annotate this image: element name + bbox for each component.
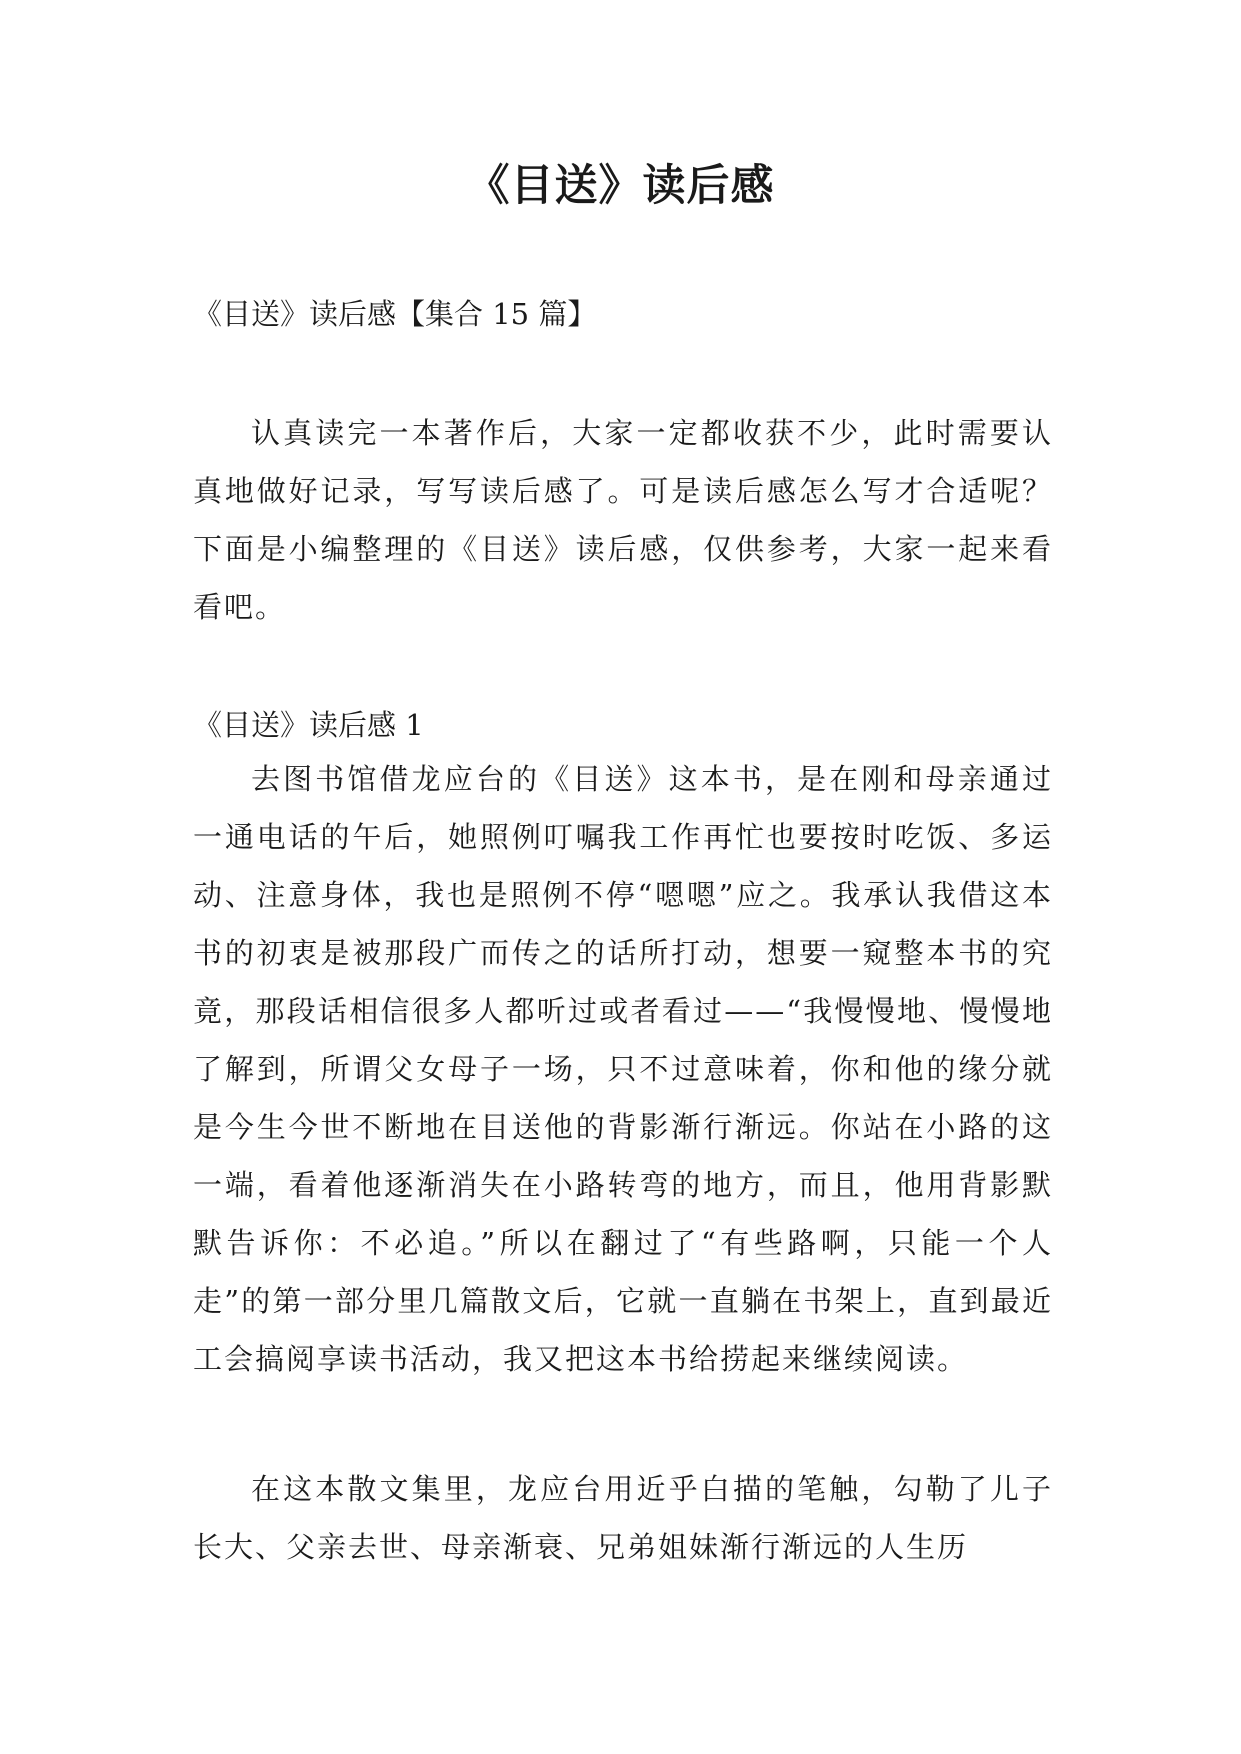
document-subtitle: 《目送》读后感【集合 15 篇】 (193, 297, 597, 331)
section-heading: 《目送》读后感 1 (193, 708, 424, 742)
body-paragraph: 去图书馆借龙应台的《目送》这本书，是在刚和母亲通过一通电话的午后，她照例叮嘱我工作再忙也要按时吃饭、多运动、注意身体，我也是照例不停“嗯嗯”应之。我承认我借这本书的初衷是被那段广而传之的话所打动，想要一窥整本书的究竟，那段话相信很多人都听过或者看过——“我慢慢地、慢慢地了解到，所谓父女母子一场，只不过意味着，你和他的缘分就是今生今世不断地在目送他的背影渐行渐远。你站在小路的这一端，看着他逐渐消失在小路转弯的地方，而且，他用背影默默告诉你：不必追。”所以在翻过了“有些路啊，只能一个人走”的第一部分里几篇散文后，它就一直躺在书架上，直到最近工会搞阅享读书活动，我又把这本书给捞起来继续阅读。 (193, 762, 1053, 1376)
intro-paragraph: 认真读完一本著作后，大家一定都收获不少，此时需要认真地做好记录，写写读后感了。可是读后感怎么写才合适呢？下面是小编整理的《目送》读后感，仅供参考，大家一起来看看吧。 (193, 416, 1053, 624)
body-paragraph: 在这本散文集里，龙应台用近乎白描的笔触，勾勒了儿子长大、父亲去世、母亲渐衰、兄弟姐妹渐行渐远的人生历 (193, 1472, 1053, 1564)
page-title: 《目送》读后感 (466, 161, 775, 211)
